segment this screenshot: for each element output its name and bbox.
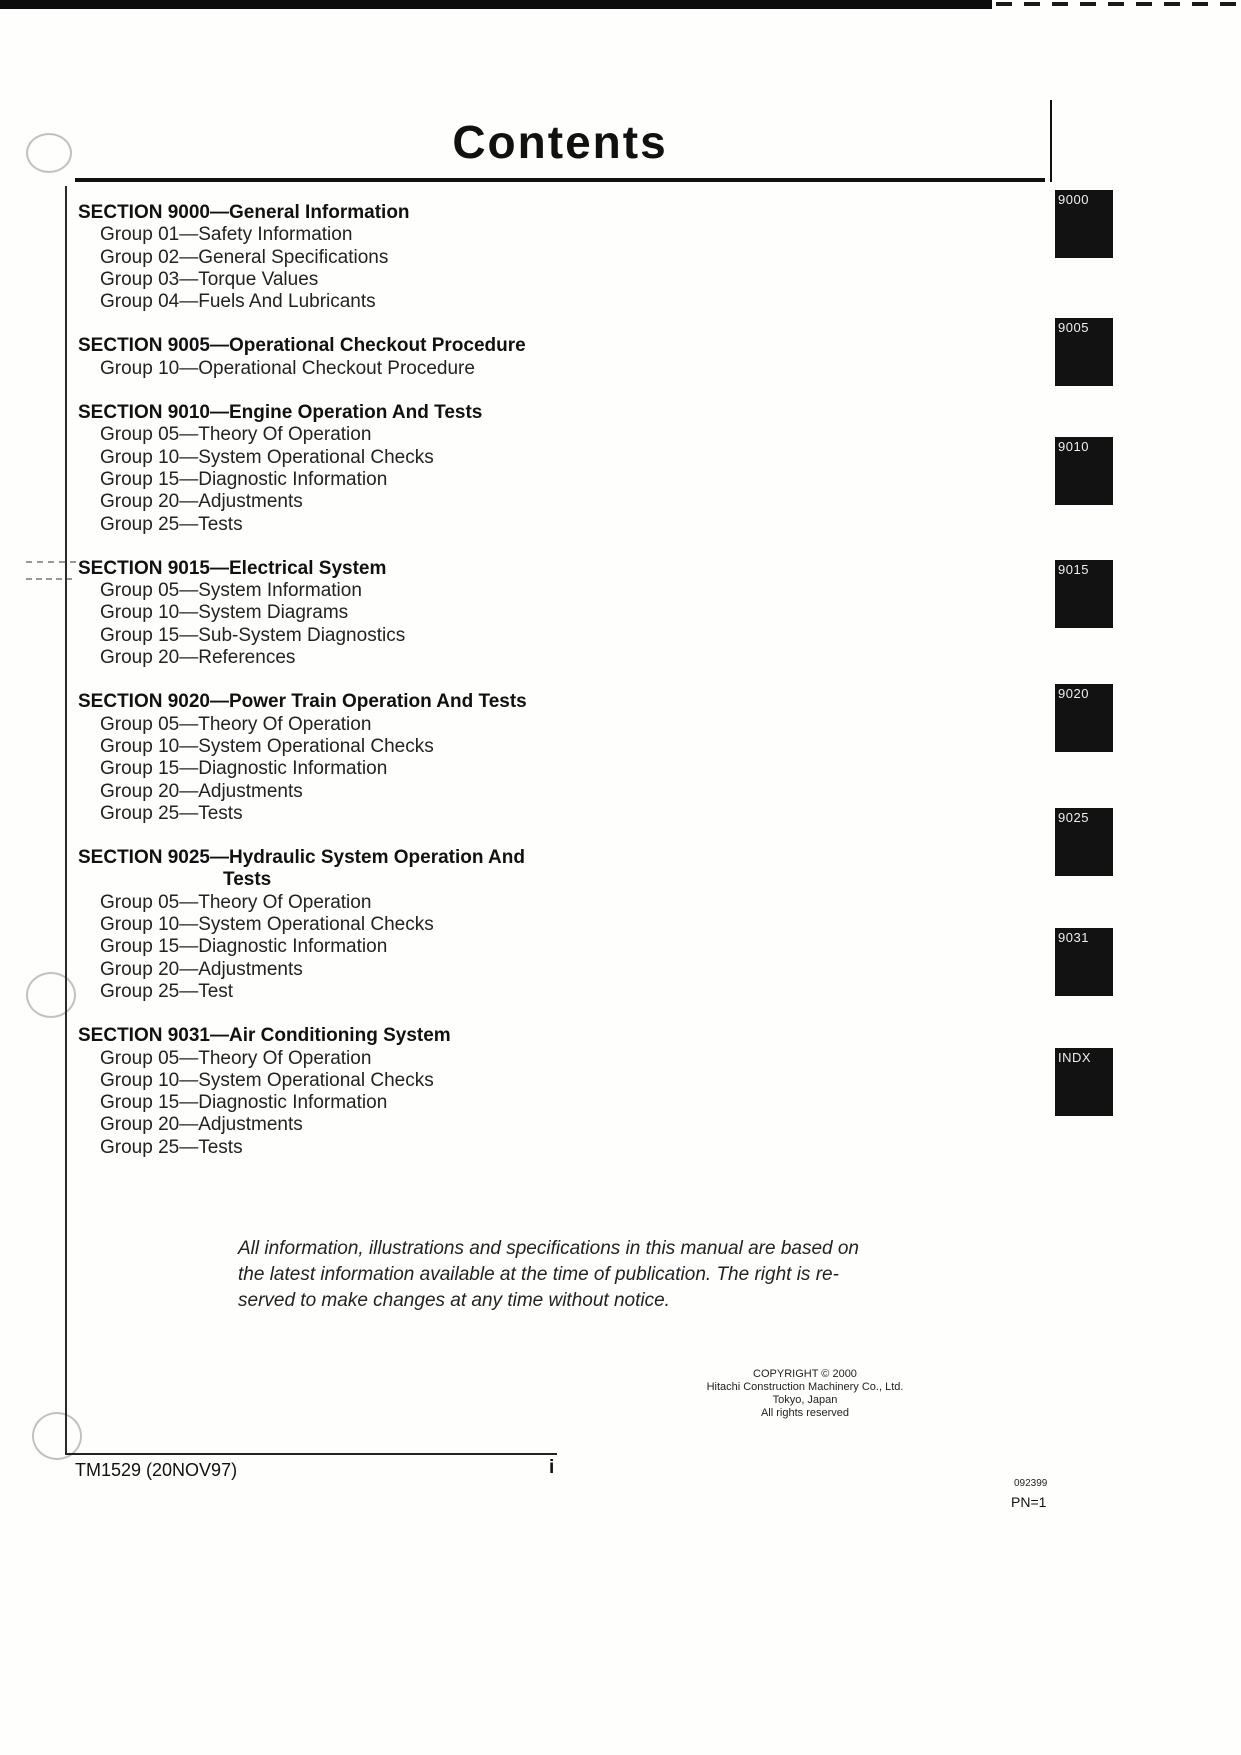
punch-hole	[26, 972, 76, 1018]
group-entry: Group 20—Adjustments	[100, 1114, 303, 1136]
page-left-border	[65, 186, 67, 1454]
header-vertical-rule	[1050, 100, 1052, 182]
group-entry: Group 20—References	[100, 647, 296, 669]
group-entry: Group 10—System Operational Checks	[100, 735, 434, 757]
group-entry: Group 05—Theory Of Operation	[100, 713, 372, 735]
publication-notice	[238, 1236, 878, 1314]
group-entry: Group 25—Tests	[100, 802, 243, 824]
section-tab-9015: 9015	[1055, 560, 1113, 628]
group-entry: Group 20—Adjustments	[100, 491, 303, 513]
group-entry: Group 05—Theory Of Operation	[100, 1047, 372, 1069]
toc-section-9031	[78, 1025, 1028, 1159]
group-entry: Group 25—Tests	[100, 1136, 243, 1158]
header-rule	[75, 178, 1045, 182]
toc-section-9010	[78, 402, 1028, 536]
group-entry: Group 04—Fuels And Lubricants	[100, 291, 376, 313]
toc-section-9005	[78, 335, 1028, 380]
section-tab-9025: 9025	[1055, 808, 1113, 876]
section-tab-9010: 9010	[1055, 437, 1113, 505]
group-entry: Group 10—Operational Checkout Procedure	[100, 357, 475, 379]
group-entry: Group 03—Torque Values	[100, 268, 319, 290]
group-entry: Group 25—Test	[100, 980, 234, 1002]
group-entry: Group 25—Tests	[100, 513, 243, 535]
group-entry: Group 15—Diagnostic Information	[100, 1092, 388, 1114]
scan-edge-bar	[0, 0, 992, 9]
section-title: SECTION 9005—Operational Checkout Procedure	[78, 335, 526, 357]
scan-artifact	[996, 2, 1236, 6]
table-of-contents	[78, 202, 1028, 1159]
print-code: 092399	[1014, 1478, 1048, 1489]
section-tab-index: INDX	[1055, 1048, 1113, 1116]
section-title-continued: Tests	[223, 869, 272, 891]
group-entry: Group 15—Diagnostic Information	[100, 936, 388, 958]
group-entry: Group 20—Adjustments	[100, 958, 303, 980]
page-title: Contents	[452, 116, 668, 168]
section-title: SECTION 9031—Air Conditioning System	[78, 1025, 451, 1047]
section-title: SECTION 9025—Hydraulic System Operation And	[78, 847, 525, 869]
copyright-line: COPYRIGHT © 2000	[753, 1368, 857, 1380]
notice-line: served to make changes at any time without notice.	[238, 1290, 670, 1311]
toc-section-9015	[78, 558, 1028, 669]
toc-section-9025	[78, 847, 1028, 1003]
footer-rule	[65, 1453, 557, 1455]
section-title: SECTION 9020—Power Train Operation And Tests	[78, 691, 527, 713]
group-entry: Group 05—Theory Of Operation	[100, 424, 372, 446]
page-number: i	[549, 1457, 555, 1478]
pn-number: PN=1	[1011, 1494, 1047, 1510]
group-entry: Group 10—System Diagrams	[100, 602, 349, 624]
copyright-line: Tokyo, Japan	[772, 1394, 838, 1406]
group-entry: Group 15—Sub-System Diagnostics	[100, 624, 406, 646]
toc-section-9020	[78, 691, 1028, 825]
group-entry: Group 15—Diagnostic Information	[100, 468, 388, 490]
section-tab-9031: 9031	[1055, 928, 1113, 996]
notice-line: the latest information available at the time of publication. The right is re-	[238, 1264, 839, 1285]
copyright-line: All rights reserved	[760, 1407, 850, 1419]
manual-number: TM1529 (20NOV97)	[75, 1460, 238, 1480]
copyright-block	[660, 1368, 950, 1420]
group-entry: Group 05—Theory Of Operation	[100, 891, 372, 913]
group-entry: Group 20—Adjustments	[100, 780, 303, 802]
group-entry: Group 05—System Information	[100, 580, 362, 602]
group-entry: Group 02—General Specifications	[100, 246, 389, 268]
punch-hole	[26, 133, 72, 173]
section-tab-9020: 9020	[1055, 684, 1113, 752]
group-entry: Group 15—Diagnostic Information	[100, 758, 388, 780]
group-entry: Group 10—System Operational Checks	[100, 1069, 434, 1091]
section-tab-9000: 9000	[1055, 190, 1113, 258]
group-entry: Group 10—System Operational Checks	[100, 446, 434, 468]
group-entry: Group 01—Safety Information	[100, 224, 353, 246]
group-entry: Group 10—System Operational Checks	[100, 914, 434, 936]
notice-line: All information, illustrations and specifications in this manual are based on	[238, 1238, 859, 1259]
section-title: SECTION 9015—Electrical System	[78, 557, 387, 579]
scan-artifact	[26, 561, 76, 563]
section-tab-9005: 9005	[1055, 318, 1113, 386]
section-title: SECTION 9000—General Information	[78, 202, 410, 223]
toc-section-9000	[78, 202, 1028, 313]
copyright-line: Hitachi Construction Machinery Co., Ltd.	[706, 1381, 904, 1393]
section-title: SECTION 9010—Engine Operation And Tests	[78, 402, 483, 424]
